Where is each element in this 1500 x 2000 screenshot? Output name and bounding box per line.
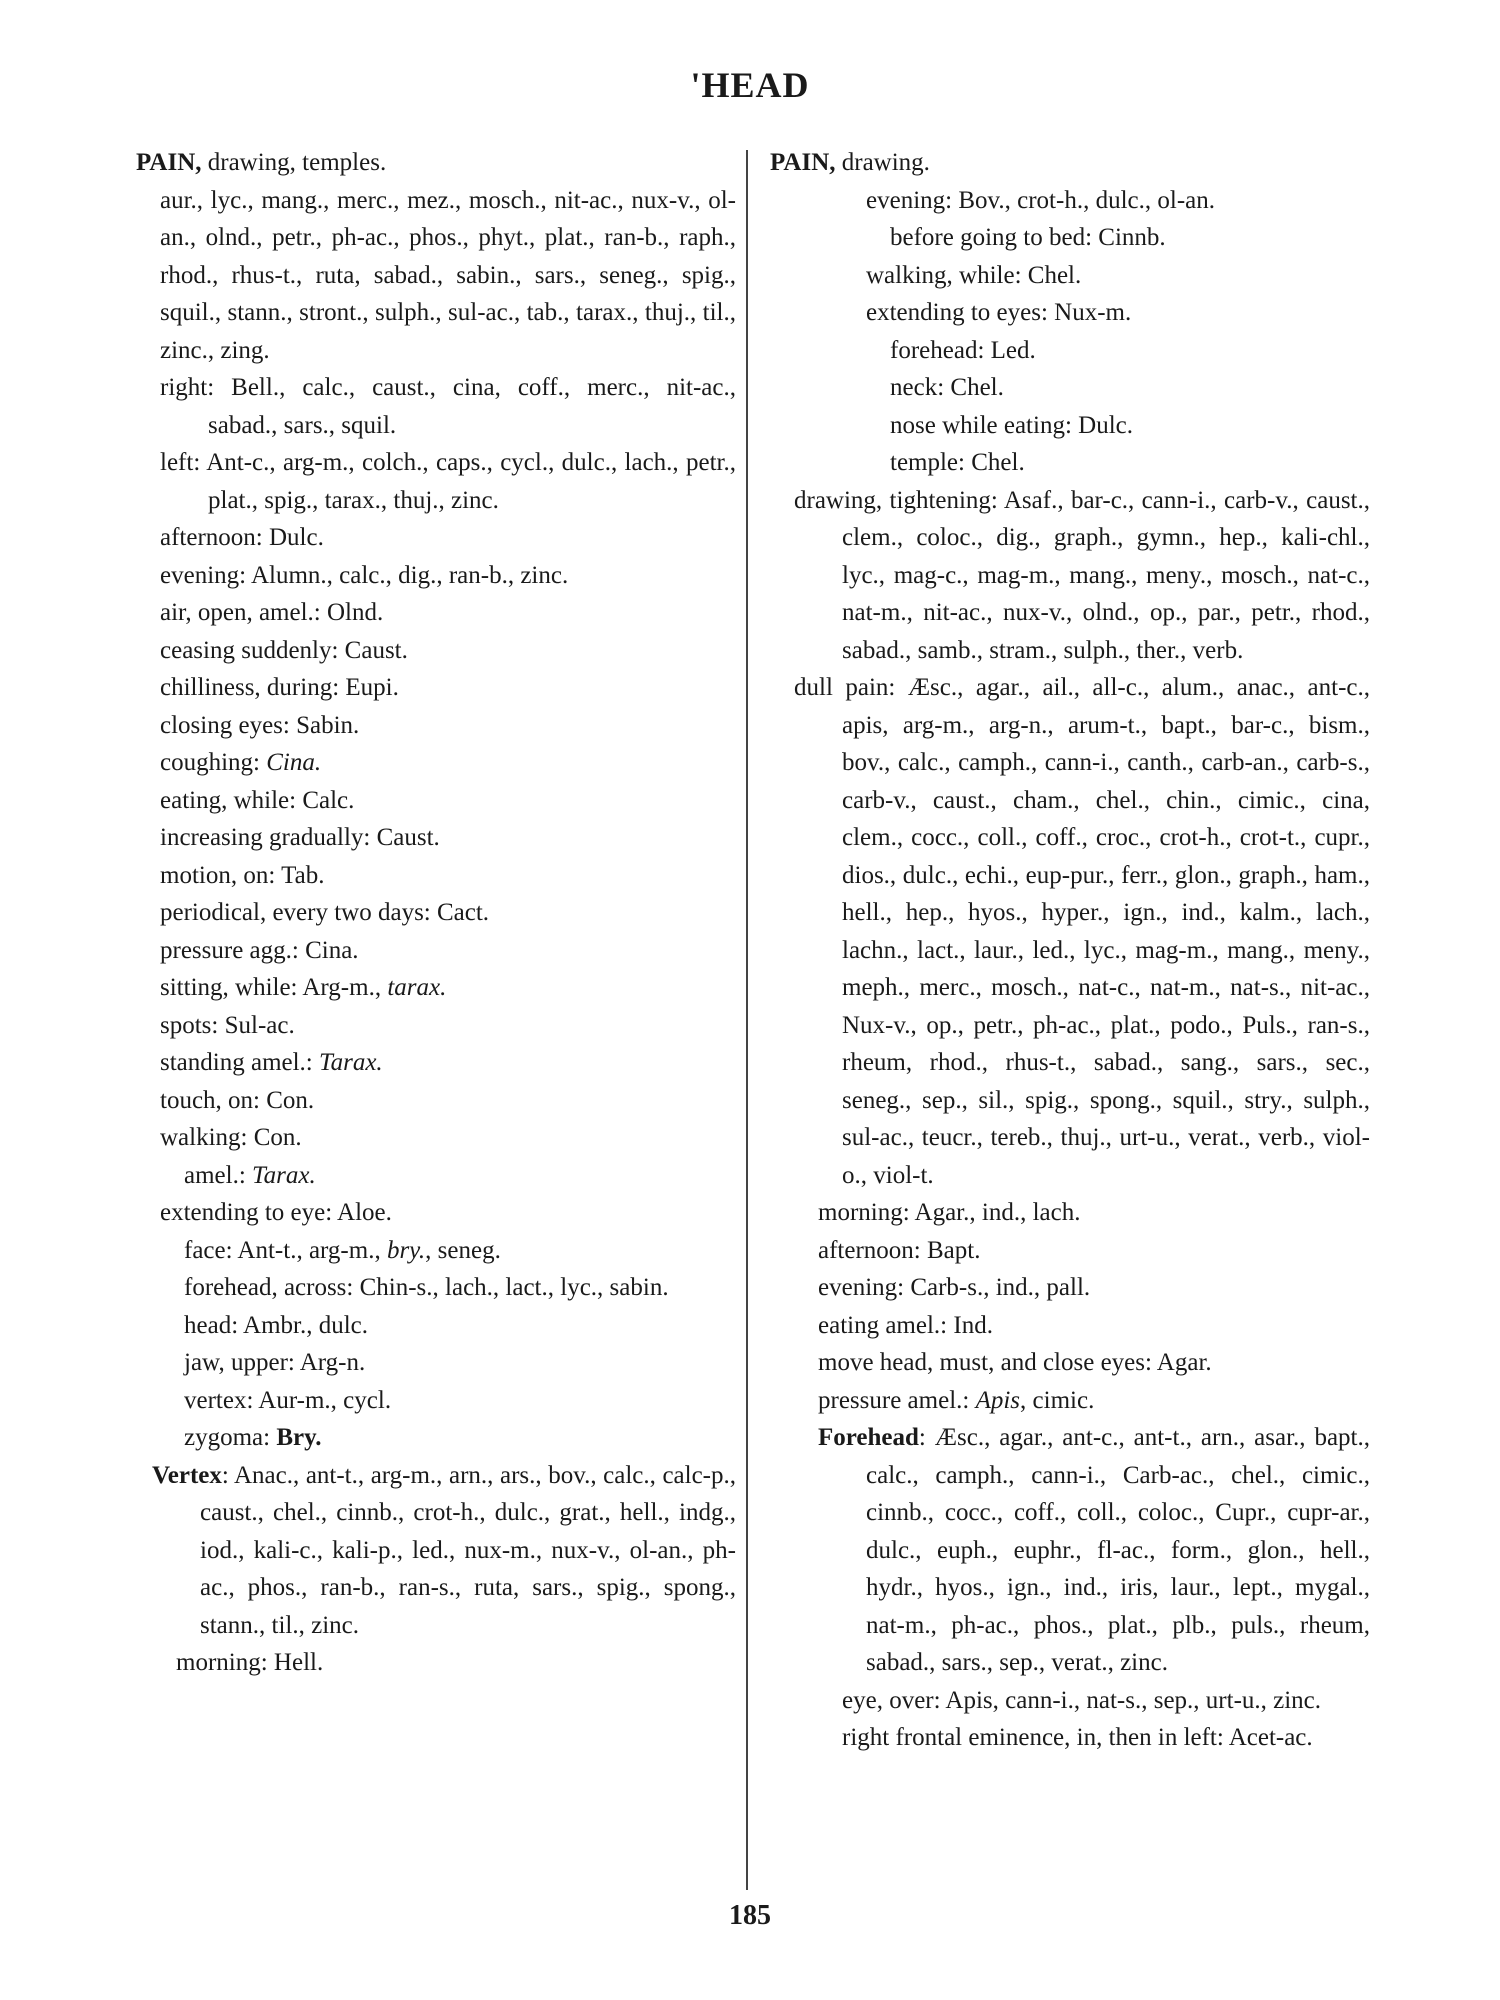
remedy-list: aur., lyc., mang., merc., mez., mosch., nit-ac., nux-v., ol-an., olnd., petr., ph-ac., phos., phyt., plat., ran-b., raph., rhod., rhus-t., ruta, sabad., sabin., sars., seneg., spig., squil., stann., stront., sulph., sul-ac., tab., tarax., thuj., til., zinc., zing. bbox=[160, 186, 736, 364]
rubric-rest: , cimic. bbox=[1020, 1386, 1095, 1414]
rubric-label: coughing: bbox=[160, 749, 267, 776]
rubric-pressure bbox=[818, 1382, 1370, 1420]
rubric-label: face: Ant-t., arg-m., bbox=[184, 1236, 387, 1264]
rubric-standing bbox=[160, 1044, 736, 1082]
rubric-label: zygoma: bbox=[184, 1424, 277, 1451]
subheading-vertex: Vertex bbox=[152, 1461, 222, 1489]
rubric-label: amel.: bbox=[184, 1161, 253, 1189]
rubric-frontal: right frontal eminence, in, then in left: Acet-ac. bbox=[842, 1724, 1313, 1751]
rubric-forehead-block bbox=[818, 1419, 1370, 1682]
rubric-ceasing: ceasing suddenly: Caust. bbox=[160, 636, 408, 664]
left-column bbox=[136, 144, 736, 1682]
rubric-zygoma bbox=[184, 1419, 736, 1457]
remedy-italic: Tarax. bbox=[252, 1161, 316, 1189]
rubric-eye-over: eye, over: Apis, cann-i., nat-s., sep., urt-u., zinc. bbox=[842, 1686, 1322, 1714]
rubric-sitting bbox=[160, 969, 736, 1007]
rubric-motion: motion, on: Tab. bbox=[160, 861, 325, 889]
heading-rest: drawing. bbox=[835, 149, 930, 176]
remedy-bold: Bry. bbox=[276, 1424, 322, 1451]
rubric-extending-eye: extending to eye: Aloe. bbox=[160, 1199, 392, 1226]
rubric-before-bed: before going to bed: Cinnb. bbox=[890, 224, 1166, 251]
rubric-coughing bbox=[160, 744, 736, 782]
section-heading bbox=[136, 144, 736, 182]
rubric-periodical: periodical, every two days: Cact. bbox=[160, 899, 490, 926]
right-column bbox=[770, 144, 1370, 1757]
remedy-italic: bry. bbox=[386, 1236, 426, 1264]
subheading-forehead: Forehead bbox=[818, 1424, 919, 1451]
rubric-text: : Æsc., agar., ant-c., ant-t., arn., asar., bapt., calc., camph., cann-i., Carb-ac., chel., cimic., cinnb., cocc., coff., coll., coloc., Cupr., cupr-ar., dulc., euph., euphr., fl-ac., form., glon., hell., hydr., hyos., ign., ind., iris, laur., lept., mygal., nat-m., ph-ac., phos., plat., plb., puls., rheum, sabad., sars., sep., verat., zinc. bbox=[866, 1424, 1370, 1676]
heading-main: PAIN, bbox=[136, 149, 202, 176]
rubric-nose: nose while eating: Dulc. bbox=[890, 411, 1133, 439]
page-title: 'HEAD bbox=[690, 65, 810, 105]
rubric-move-head: move head, must, and close eyes: Agar. bbox=[818, 1349, 1212, 1376]
rubric-vertex bbox=[152, 1457, 736, 1645]
rubric-pressure: pressure agg.: Cina. bbox=[160, 936, 359, 964]
rubric-extending-eyes: extending to eyes: Nux-m. bbox=[866, 299, 1132, 326]
remedy-italic: tarax. bbox=[387, 974, 447, 1001]
rubric-vertex-morning: morning: Hell. bbox=[176, 1649, 324, 1676]
remedy-italic: Cina. bbox=[266, 749, 322, 776]
heading-rest: drawing, temples. bbox=[201, 149, 387, 176]
rubric-text: : Anac., ant-t., arg-m., arn., ars., bov., calc., calc-p., caust., chel., cinnb., crot-h., dulc., grat., hell., indg., iod., kali-c., kali-p., led., nux-m., nux-v., ol-an., ph-ac., phos., ran-b., ran-s., ruta, sars., spig., spong., stann., til., zinc. bbox=[200, 1461, 736, 1639]
column-divider bbox=[746, 150, 748, 1890]
rubric-walking: walking, while: Chel. bbox=[866, 261, 1082, 289]
rubric-dull-pain: dull pain: Æsc., agar., ail., all-c., alum., anac., ant-c., apis, arg-m., arg-n., arum-t., bapt., bar-c., bism., bov., calc., camph., cann-i., canth., carb-an., carb-s., carb-v., caust., cham., chel., chin., cimic., cina, clem., cocc., coll., coff., croc., crot-h., crot-t., cupr., dios., dulc., echi., eup-pur., ferr., glon., graph., ham., hell., hep., hyos., hyper., ign., ind., kalm., lach., lachn., lact., laur., led., lyc., mag-m., mang., meny., meph., merc., mosch., nat-c., nat-m., nat-s., nit-ac., Nux-v., op., petr., ph-ac., plat., podo., Puls., ran-s., rheum, rhod., rhus-t., sabad., sang., sars., sec., seneg., sep., sil., spig., spong., squil., stry., sulph., sul-ac., teucr., tereb., thuj., urt-u., verat., verb., viol-o., viol-t. bbox=[794, 674, 1370, 1189]
rubric-label: standing amel.: bbox=[160, 1049, 319, 1076]
rubric-evening-2: evening: Carb-s., ind., pall. bbox=[818, 1274, 1091, 1301]
rubric-forehead-across: forehead, across: Chin-s., lach., lact., lyc., sabin. bbox=[184, 1274, 669, 1301]
page-number: 185 bbox=[729, 1900, 771, 1931]
rubric-increasing: increasing gradually: Caust. bbox=[160, 824, 440, 851]
remedy-italic: Tarax. bbox=[319, 1049, 383, 1076]
rubric-label: pressure amel.: bbox=[818, 1386, 976, 1414]
rubric-evening: evening: Alumn., calc., dig., ran-b., zinc. bbox=[160, 561, 569, 589]
rubric-morning: morning: Agar., ind., lach. bbox=[818, 1199, 1081, 1226]
rubric-walking-amel bbox=[184, 1157, 736, 1195]
rubric-evening: evening: Bov., crot-h., dulc., ol-an. bbox=[866, 186, 1215, 214]
rubric-left: left: Ant-c., arg-m., colch., caps., cycl., dulc., lach., petr., plat., spig., tarax., thuj., zinc. bbox=[160, 449, 736, 514]
rubric-walking: walking: Con. bbox=[160, 1124, 302, 1151]
rubric-head: head: Ambr., dulc. bbox=[184, 1311, 368, 1339]
rubric-forehead: forehead: Led. bbox=[890, 336, 1036, 364]
rubric-face bbox=[184, 1232, 736, 1270]
rubric-vertex-ext: vertex: Aur-m., cycl. bbox=[184, 1386, 392, 1414]
rubric-closing-eyes: closing eyes: Sabin. bbox=[160, 711, 360, 739]
rubric-label: sitting, while: Arg-m., bbox=[160, 974, 388, 1001]
section-heading bbox=[770, 144, 1370, 182]
rubric-temple: temple: Chel. bbox=[890, 449, 1025, 476]
rubric-tightening: drawing, tightening: Asaf., bar-c., cann-i., carb-v., caust., clem., coloc., dig., graph., gymn., hep., kali-chl., lyc., mag-c., mag-m., mang., meny., mosch., nat-c., nat-m., nit-ac., nux-v., olnd., op., par., petr., rhod., sabad., samb., stram., sulph., ther., verb. bbox=[794, 486, 1370, 664]
rubric-right: right: Bell., calc., caust., cina, coff., merc., nit-ac., sabad., sars., squil. bbox=[160, 374, 736, 439]
remedy-italic: Apis bbox=[975, 1386, 1021, 1414]
rubric-touch: touch, on: Con. bbox=[160, 1086, 315, 1114]
rubric-chilliness: chilliness, during: Eupi. bbox=[160, 674, 399, 701]
rubric-eating: eating amel.: Ind. bbox=[818, 1311, 993, 1339]
rubric-eating: eating, while: Calc. bbox=[160, 786, 355, 814]
rubric-afternoon: afternoon: Bapt. bbox=[818, 1236, 981, 1264]
rubric-spots: spots: Sul-ac. bbox=[160, 1011, 295, 1039]
heading-main: PAIN, bbox=[770, 149, 836, 176]
rubric-jaw: jaw, upper: Arg-n. bbox=[184, 1349, 366, 1376]
rubric-air-open: air, open, amel.: Olnd. bbox=[160, 599, 384, 626]
rubric-afternoon: afternoon: Dulc. bbox=[160, 524, 324, 551]
rubric-rest: , seneg. bbox=[425, 1236, 501, 1264]
rubric-neck: neck: Chel. bbox=[890, 374, 1004, 401]
